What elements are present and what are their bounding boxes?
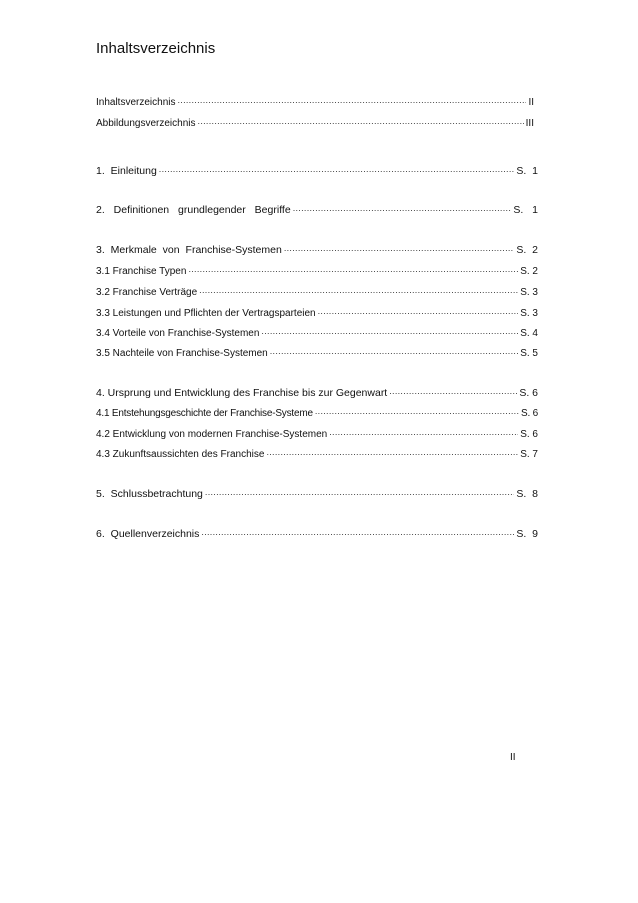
toc-entry-page: S. 1: [516, 165, 538, 177]
toc-entry-label: 3.2 Franchise Verträge: [96, 287, 198, 298]
toc-entry-page: S. 2: [516, 244, 538, 256]
toc-entry-label: 3.1 Franchise Typen: [96, 266, 187, 277]
toc-entry-label: 6. Quellenverzeichnis: [96, 528, 200, 540]
toc-entry-entwicklung-moderne[interactable]: [96, 427, 538, 442]
toc-entry-label: 4.3 Zukunftsaussichten des Franchise: [96, 449, 265, 460]
dot-leader: [199, 285, 518, 295]
dot-leader: [293, 203, 512, 213]
toc-entry-page: S. 9: [516, 528, 538, 540]
dot-leader: [198, 116, 524, 126]
toc-entry-page: S. 6: [520, 429, 538, 440]
toc-entry-page: III: [525, 118, 534, 129]
toc-entry-label: 4. Ursprung und Entwicklung des Franchise bis zur Gegenwart: [96, 387, 388, 399]
toc-entry-label: 1. Einleitung: [96, 165, 157, 177]
toc-entry-inhaltsverzeichnis[interactable]: [96, 95, 538, 110]
toc-entry-label: 2. Definitionen grundlegender Begriffe: [96, 204, 291, 216]
toc-entry-label: Abbildungsverzeichnis: [96, 118, 196, 129]
dot-leader: [159, 164, 515, 174]
toc-entry-nachteile[interactable]: [96, 346, 538, 361]
toc-entry-schlussbetrachtung[interactable]: [96, 487, 538, 501]
dot-leader: [266, 447, 518, 457]
toc-entry-page: S. 6: [519, 387, 538, 399]
dot-leader: [201, 527, 514, 537]
dot-leader: [318, 306, 519, 316]
toc-entry-label: 5. Schlussbetrachtung: [96, 488, 203, 500]
toc-entry-page: S. 3: [520, 287, 538, 298]
toc-entry-franchise-vertraege[interactable]: [96, 285, 538, 300]
dot-leader: [284, 243, 514, 253]
dot-leader: [270, 346, 518, 356]
toc-entry-zukunftsaussichten[interactable]: [96, 447, 538, 462]
dot-leader: [329, 427, 518, 437]
toc-entry-franchise-typen[interactable]: [96, 264, 538, 279]
toc-entry-quellenverzeichnis[interactable]: [96, 527, 538, 541]
dot-leader: [389, 386, 517, 396]
toc-entry-page: II: [528, 97, 534, 108]
dot-leader: [315, 406, 519, 416]
toc-entry-page: S. 7: [520, 449, 538, 460]
dot-leader: [205, 487, 514, 497]
toc-entry-page: S. 2: [520, 266, 538, 277]
toc-entry-page: S. 6: [521, 408, 538, 419]
dot-leader: [177, 95, 526, 105]
toc-entry-abbildungsverzeichnis[interactable]: [96, 116, 538, 131]
toc-entry-page: S. 3: [520, 308, 538, 319]
toc-entry-label: 3.4 Vorteile von Franchise-Systemen: [96, 328, 260, 339]
toc-entry-ursprung[interactable]: [96, 386, 538, 400]
toc-entry-label: 4.2 Entwicklung von modernen Franchise-Systemen: [96, 429, 328, 440]
toc-entry-vorteile[interactable]: [96, 326, 538, 341]
toc-entry-leistungen-pflichten[interactable]: [96, 306, 538, 321]
toc-entry-definitionen[interactable]: [96, 203, 538, 217]
toc-entry-page: S. 8: [516, 488, 538, 500]
toc-entry-merkmale[interactable]: [96, 243, 538, 257]
toc-entry-label: 3.3 Leistungen und Pflichten der Vertragsparteien: [96, 308, 316, 319]
toc-entry-label: 4.1 Entstehungsgeschichte der Franchise-Systeme: [96, 408, 313, 419]
toc-entry-page: S. 5: [520, 348, 538, 359]
toc-entry-label: Inhaltsverzeichnis: [96, 97, 176, 108]
toc-entry-label: 3. Merkmale von Franchise-Systemen: [96, 244, 282, 256]
toc-entry-entstehungsgeschichte[interactable]: [96, 406, 538, 421]
toc-entry-page: S. 4: [520, 328, 538, 339]
page-number: II: [510, 752, 516, 763]
toc-entry-einleitung[interactable]: [96, 164, 538, 178]
page-title: Inhaltsverzeichnis: [96, 40, 216, 57]
toc-entry-label: 3.5 Nachteile von Franchise-Systemen: [96, 348, 268, 359]
dot-leader: [261, 326, 518, 336]
toc-entry-page: S. 1: [513, 204, 538, 216]
dot-leader: [188, 264, 518, 274]
